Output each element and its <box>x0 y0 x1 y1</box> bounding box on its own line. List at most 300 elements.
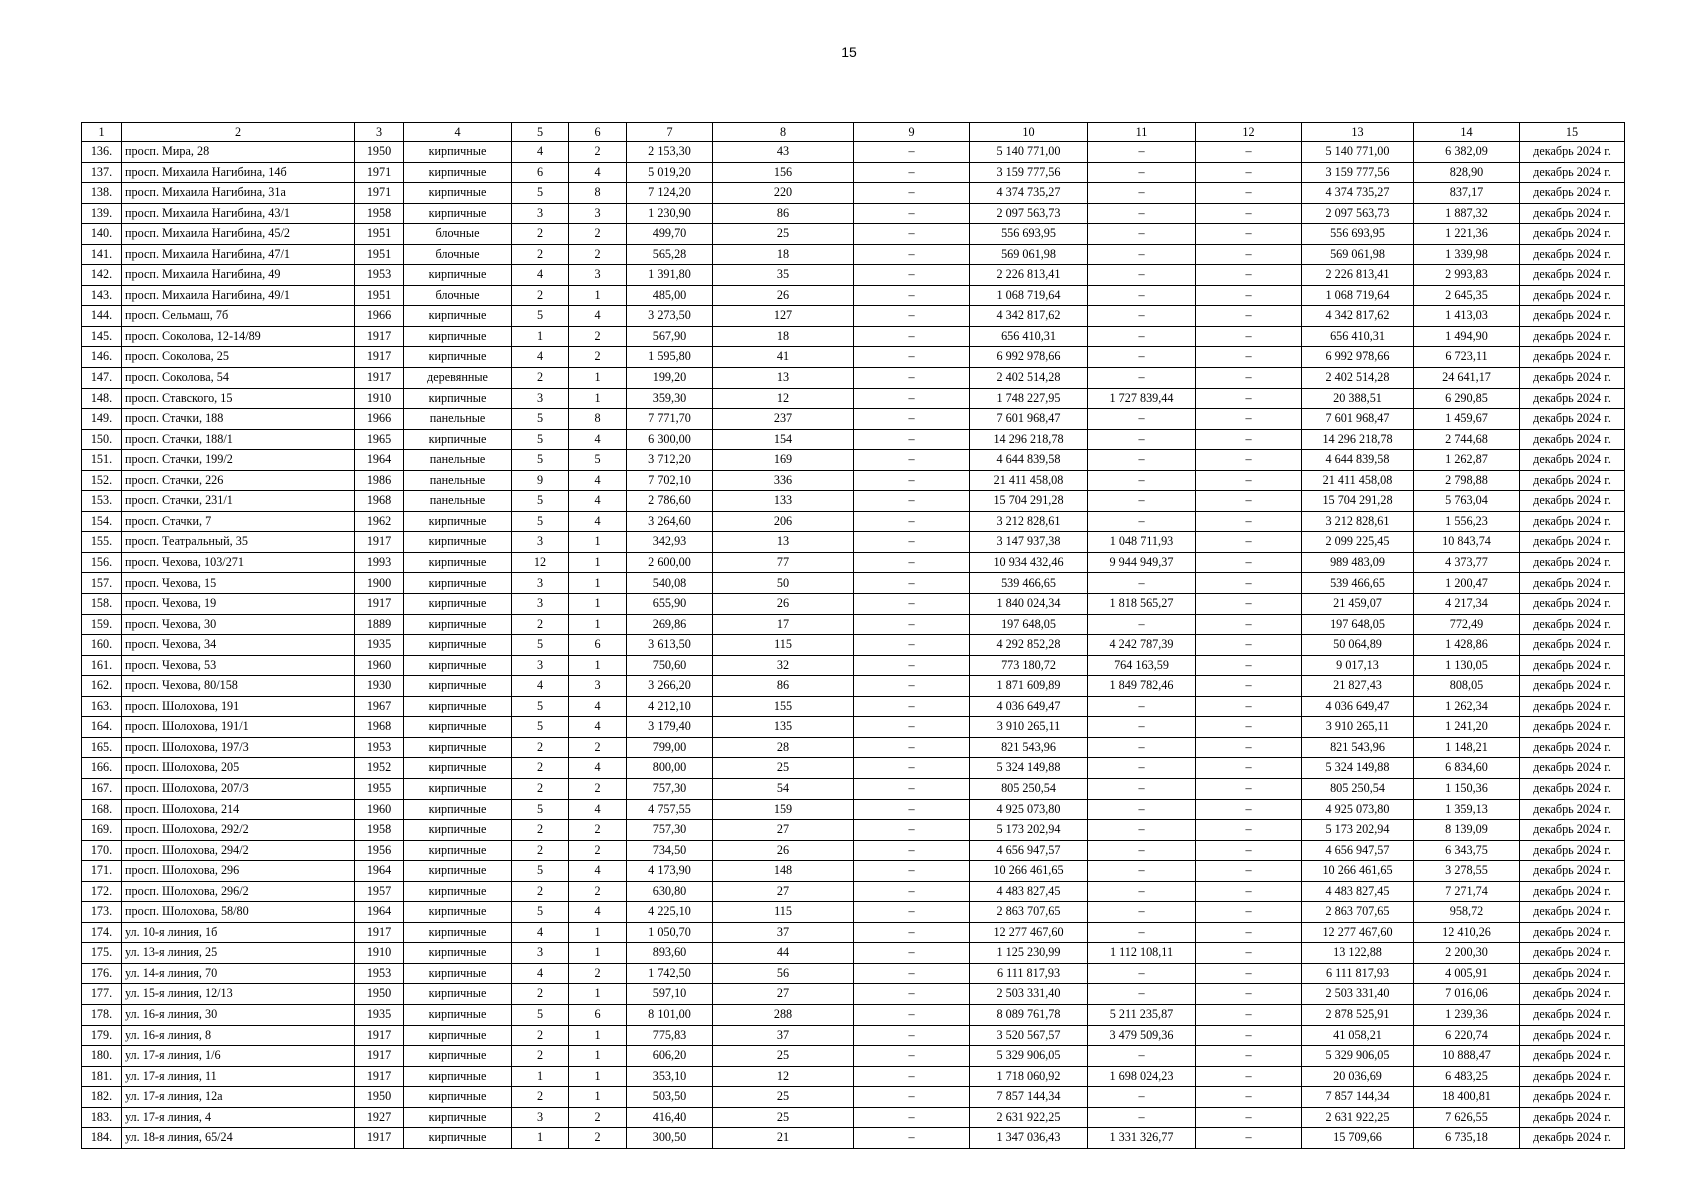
cell-col-floors: 2 <box>512 1087 569 1108</box>
cell-col-number: 142. <box>82 265 122 286</box>
cell-col-entrances: 1 <box>569 552 627 573</box>
cell-col-floors: 3 <box>512 203 569 224</box>
cell-col-material: кирпичные <box>404 820 512 841</box>
cell-col-residents: 127 <box>713 306 854 327</box>
cell-col-floors: 12 <box>512 552 569 573</box>
cell-col-col9: – <box>854 285 970 306</box>
cell-col-deadline: декабрь 2024 г. <box>1520 778 1625 799</box>
cell-col-number: 151. <box>82 450 122 471</box>
cell-col-col9: – <box>854 244 970 265</box>
cell-col-total-cost: 10 266 461,65 <box>970 861 1088 882</box>
table-row <box>82 491 1625 512</box>
cell-col-number: 157. <box>82 573 122 594</box>
cell-col-number: 144. <box>82 306 122 327</box>
cell-col-address: просп. Стачки, 226 <box>122 470 355 491</box>
cell-col-material: кирпичные <box>404 326 512 347</box>
cell-col-col13: 5 140 771,00 <box>1302 142 1414 163</box>
header-col-year: 3 <box>355 123 404 142</box>
cell-col-deadline: декабрь 2024 г. <box>1520 1025 1625 1046</box>
table-row <box>82 594 1625 615</box>
cell-col-deadline: декабрь 2024 г. <box>1520 614 1625 635</box>
cell-col-address: ул. 17-я линия, 12а <box>122 1087 355 1108</box>
cell-col-col11: – <box>1088 326 1196 347</box>
cell-col-floors: 3 <box>512 532 569 553</box>
cell-col-entrances: 1 <box>569 285 627 306</box>
cell-col-entrances: 2 <box>569 142 627 163</box>
cell-col-floors: 5 <box>512 409 569 430</box>
cell-col-floors: 9 <box>512 470 569 491</box>
cell-col-total-cost: 1 840 024,34 <box>970 594 1088 615</box>
cell-col-material: кирпичные <box>404 388 512 409</box>
cell-col-deadline: декабрь 2024 г. <box>1520 244 1625 265</box>
header-col-col11: 11 <box>1088 123 1196 142</box>
cell-col-col11: – <box>1088 696 1196 717</box>
cell-col-address: просп. Театральный, 35 <box>122 532 355 553</box>
cell-col-total-cost: 2 402 514,28 <box>970 368 1088 389</box>
cell-col-area: 565,28 <box>627 244 713 265</box>
cell-col-material: кирпичные <box>404 676 512 697</box>
cell-col-area: 4 225,10 <box>627 902 713 923</box>
cell-col-total-cost: 2 863 707,65 <box>970 902 1088 923</box>
cell-col-col11: – <box>1088 922 1196 943</box>
cell-col-col13: 4 483 827,45 <box>1302 881 1414 902</box>
cell-col-col14: 828,90 <box>1414 162 1520 183</box>
cell-col-address: просп. Мира, 28 <box>122 142 355 163</box>
cell-col-address: просп. Михаила Нагибина, 47/1 <box>122 244 355 265</box>
table-row <box>82 450 1625 471</box>
cell-col-entrances: 6 <box>569 635 627 656</box>
cell-col-floors: 2 <box>512 984 569 1005</box>
cell-col-col12: – <box>1196 511 1302 532</box>
cell-col-col13: 4 925 073,80 <box>1302 799 1414 820</box>
cell-col-entrances: 8 <box>569 409 627 430</box>
cell-col-col11: 1 818 565,27 <box>1088 594 1196 615</box>
cell-col-col11: – <box>1088 470 1196 491</box>
cell-col-material: кирпичные <box>404 737 512 758</box>
cell-col-col9: – <box>854 368 970 389</box>
cell-col-address: просп. Михаила Нагибина, 49/1 <box>122 285 355 306</box>
cell-col-col11: – <box>1088 285 1196 306</box>
cell-col-total-cost: 4 656 947,57 <box>970 840 1088 861</box>
cell-col-col13: 7 601 968,47 <box>1302 409 1414 430</box>
cell-col-floors: 5 <box>512 450 569 471</box>
cell-col-col12: – <box>1196 737 1302 758</box>
cell-col-year: 1965 <box>355 429 404 450</box>
cell-col-address: просп. Чехова, 30 <box>122 614 355 635</box>
cell-col-material: деревянные <box>404 368 512 389</box>
cell-col-floors: 2 <box>512 820 569 841</box>
cell-col-year: 1967 <box>355 696 404 717</box>
cell-col-col13: 3 159 777,56 <box>1302 162 1414 183</box>
cell-col-area: 630,80 <box>627 881 713 902</box>
cell-col-col14: 2 798,88 <box>1414 470 1520 491</box>
cell-col-col13: 9 017,13 <box>1302 655 1414 676</box>
cell-col-area: 2 153,30 <box>627 142 713 163</box>
cell-col-deadline: декабрь 2024 г. <box>1520 963 1625 984</box>
cell-col-year: 1971 <box>355 183 404 204</box>
cell-col-col14: 1 262,87 <box>1414 450 1520 471</box>
cell-col-deadline: декабрь 2024 г. <box>1520 1087 1625 1108</box>
cell-col-deadline: декабрь 2024 г. <box>1520 758 1625 779</box>
cell-col-col13: 2 631 922,25 <box>1302 1107 1414 1128</box>
cell-col-col13: 15 709,66 <box>1302 1128 1414 1149</box>
cell-col-address: ул. 17-я линия, 11 <box>122 1066 355 1087</box>
header-col-col9: 9 <box>854 123 970 142</box>
cell-col-entrances: 1 <box>569 388 627 409</box>
cell-col-col11: 4 242 787,39 <box>1088 635 1196 656</box>
cell-col-area: 567,90 <box>627 326 713 347</box>
cell-col-residents: 27 <box>713 881 854 902</box>
cell-col-col12: – <box>1196 183 1302 204</box>
cell-col-material: панельные <box>404 470 512 491</box>
cell-col-area: 799,00 <box>627 737 713 758</box>
cell-col-year: 1951 <box>355 224 404 245</box>
cell-col-col13: 41 058,21 <box>1302 1025 1414 1046</box>
cell-col-entrances: 2 <box>569 820 627 841</box>
cell-col-entrances: 1 <box>569 1087 627 1108</box>
cell-col-col13: 4 036 649,47 <box>1302 696 1414 717</box>
cell-col-area: 734,50 <box>627 840 713 861</box>
cell-col-material: кирпичные <box>404 1046 512 1067</box>
cell-col-address: просп. Чехова, 19 <box>122 594 355 615</box>
cell-col-material: кирпичные <box>404 614 512 635</box>
cell-col-col9: – <box>854 573 970 594</box>
cell-col-col13: 539 466,65 <box>1302 573 1414 594</box>
cell-col-material: кирпичные <box>404 1004 512 1025</box>
cell-col-entrances: 1 <box>569 368 627 389</box>
cell-col-total-cost: 3 520 567,57 <box>970 1025 1088 1046</box>
cell-col-floors: 2 <box>512 1046 569 1067</box>
cell-col-col13: 805 250,54 <box>1302 778 1414 799</box>
cell-col-year: 1910 <box>355 388 404 409</box>
cell-col-col12: – <box>1196 388 1302 409</box>
cell-col-total-cost: 1 068 719,64 <box>970 285 1088 306</box>
cell-col-col12: – <box>1196 902 1302 923</box>
cell-col-total-cost: 805 250,54 <box>970 778 1088 799</box>
table-row <box>82 799 1625 820</box>
cell-col-number: 145. <box>82 326 122 347</box>
cell-col-col11: – <box>1088 244 1196 265</box>
cell-col-col12: – <box>1196 758 1302 779</box>
cell-col-floors: 2 <box>512 368 569 389</box>
cell-col-area: 3 712,20 <box>627 450 713 471</box>
cell-col-material: кирпичные <box>404 265 512 286</box>
cell-col-col14: 772,49 <box>1414 614 1520 635</box>
cell-col-year: 1917 <box>355 1128 404 1149</box>
cell-col-residents: 159 <box>713 799 854 820</box>
cell-col-deadline: декабрь 2024 г. <box>1520 696 1625 717</box>
cell-col-col9: – <box>854 1004 970 1025</box>
cell-col-col13: 14 296 218,78 <box>1302 429 1414 450</box>
cell-col-floors: 2 <box>512 224 569 245</box>
cell-col-col11: 3 479 509,36 <box>1088 1025 1196 1046</box>
cell-col-number: 184. <box>82 1128 122 1149</box>
cell-col-year: 1952 <box>355 758 404 779</box>
cell-col-entrances: 2 <box>569 1107 627 1128</box>
cell-col-col13: 2 503 331,40 <box>1302 984 1414 1005</box>
table-row <box>82 737 1625 758</box>
cell-col-col9: – <box>854 717 970 738</box>
cell-col-year: 1964 <box>355 902 404 923</box>
cell-col-col12: – <box>1196 552 1302 573</box>
cell-col-address: просп. Шолохова, 292/2 <box>122 820 355 841</box>
cell-col-col13: 4 644 839,58 <box>1302 450 1414 471</box>
cell-col-area: 2 786,60 <box>627 491 713 512</box>
cell-col-entrances: 2 <box>569 840 627 861</box>
cell-col-number: 176. <box>82 963 122 984</box>
cell-col-number: 150. <box>82 429 122 450</box>
cell-col-floors: 5 <box>512 511 569 532</box>
cell-col-residents: 18 <box>713 326 854 347</box>
cell-col-col12: – <box>1196 1087 1302 1108</box>
cell-col-col12: – <box>1196 326 1302 347</box>
table-row <box>82 1128 1625 1149</box>
cell-col-residents: 37 <box>713 922 854 943</box>
cell-col-col13: 21 411 458,08 <box>1302 470 1414 491</box>
cell-col-col14: 4 373,77 <box>1414 552 1520 573</box>
cell-col-col9: – <box>854 470 970 491</box>
cell-col-number: 154. <box>82 511 122 532</box>
cell-col-deadline: декабрь 2024 г. <box>1520 388 1625 409</box>
cell-col-total-cost: 197 648,05 <box>970 614 1088 635</box>
cell-col-col9: – <box>854 450 970 471</box>
cell-col-material: кирпичные <box>404 799 512 820</box>
cell-col-number: 173. <box>82 902 122 923</box>
cell-col-col11: – <box>1088 347 1196 368</box>
cell-col-col11: – <box>1088 306 1196 327</box>
table-row <box>82 573 1625 594</box>
table-row <box>82 244 1625 265</box>
cell-col-residents: 28 <box>713 737 854 758</box>
cell-col-total-cost: 3 159 777,56 <box>970 162 1088 183</box>
cell-col-address: просп. Шолохова, 191/1 <box>122 717 355 738</box>
cell-col-address: ул. 17-я линия, 1/6 <box>122 1046 355 1067</box>
cell-col-col12: – <box>1196 861 1302 882</box>
cell-col-deadline: декабрь 2024 г. <box>1520 1004 1625 1025</box>
cell-col-col14: 6 735,18 <box>1414 1128 1520 1149</box>
cell-col-col13: 4 342 817,62 <box>1302 306 1414 327</box>
cell-col-number: 168. <box>82 799 122 820</box>
cell-col-total-cost: 539 466,65 <box>970 573 1088 594</box>
cell-col-col13: 6 111 817,93 <box>1302 963 1414 984</box>
cell-col-col11: – <box>1088 162 1196 183</box>
cell-col-floors: 3 <box>512 573 569 594</box>
cell-col-residents: 21 <box>713 1128 854 1149</box>
cell-col-number: 178. <box>82 1004 122 1025</box>
cell-col-col11: – <box>1088 737 1196 758</box>
cell-col-col13: 2 863 707,65 <box>1302 902 1414 923</box>
cell-col-address: ул. 13-я линия, 25 <box>122 943 355 964</box>
cell-col-address: просп. Чехова, 103/271 <box>122 552 355 573</box>
cell-col-year: 1917 <box>355 922 404 943</box>
cell-col-col9: – <box>854 162 970 183</box>
cell-col-number: 139. <box>82 203 122 224</box>
cell-col-year: 1917 <box>355 532 404 553</box>
cell-col-material: панельные <box>404 491 512 512</box>
cell-col-area: 1 391,80 <box>627 265 713 286</box>
cell-col-residents: 43 <box>713 142 854 163</box>
cell-col-number: 160. <box>82 635 122 656</box>
cell-col-material: кирпичные <box>404 347 512 368</box>
cell-col-material: кирпичные <box>404 429 512 450</box>
cell-col-residents: 13 <box>713 368 854 389</box>
cell-col-col11: – <box>1088 1087 1196 1108</box>
cell-col-year: 1953 <box>355 737 404 758</box>
cell-col-col13: 5 329 906,05 <box>1302 1046 1414 1067</box>
cell-col-deadline: декабрь 2024 г. <box>1520 265 1625 286</box>
cell-col-address: ул. 16-я линия, 8 <box>122 1025 355 1046</box>
cell-col-deadline: декабрь 2024 г. <box>1520 943 1625 964</box>
cell-col-floors: 5 <box>512 717 569 738</box>
cell-col-col11: 1 331 326,77 <box>1088 1128 1196 1149</box>
cell-col-residents: 148 <box>713 861 854 882</box>
table-row <box>82 429 1625 450</box>
cell-col-col13: 20 388,51 <box>1302 388 1414 409</box>
cell-col-floors: 3 <box>512 1107 569 1128</box>
cell-col-year: 1968 <box>355 491 404 512</box>
cell-col-col11: – <box>1088 614 1196 635</box>
cell-col-material: кирпичные <box>404 635 512 656</box>
cell-col-total-cost: 6 111 817,93 <box>970 963 1088 984</box>
cell-col-material: кирпичные <box>404 1066 512 1087</box>
cell-col-entrances: 2 <box>569 347 627 368</box>
cell-col-residents: 25 <box>713 224 854 245</box>
cell-col-floors: 4 <box>512 347 569 368</box>
cell-col-address: просп. Чехова, 80/158 <box>122 676 355 697</box>
cell-col-col13: 12 277 467,60 <box>1302 922 1414 943</box>
cell-col-year: 1910 <box>355 943 404 964</box>
cell-col-residents: 44 <box>713 943 854 964</box>
cell-col-col14: 7 271,74 <box>1414 881 1520 902</box>
cell-col-col13: 3 910 265,11 <box>1302 717 1414 738</box>
cell-col-col11: – <box>1088 717 1196 738</box>
cell-col-residents: 26 <box>713 594 854 615</box>
cell-col-residents: 237 <box>713 409 854 430</box>
table-header-row <box>82 123 1625 142</box>
cell-col-floors: 2 <box>512 840 569 861</box>
cell-col-col13: 5 173 202,94 <box>1302 820 1414 841</box>
cell-col-year: 1964 <box>355 450 404 471</box>
cell-col-deadline: декабрь 2024 г. <box>1520 409 1625 430</box>
cell-col-material: кирпичные <box>404 984 512 1005</box>
housing-table <box>81 122 1625 1149</box>
table-row <box>82 326 1625 347</box>
cell-col-entrances: 3 <box>569 203 627 224</box>
cell-col-total-cost: 656 410,31 <box>970 326 1088 347</box>
cell-col-total-cost: 1 347 036,43 <box>970 1128 1088 1149</box>
cell-col-number: 156. <box>82 552 122 573</box>
cell-col-floors: 5 <box>512 799 569 820</box>
cell-col-col14: 1 556,23 <box>1414 511 1520 532</box>
cell-col-entrances: 4 <box>569 162 627 183</box>
cell-col-year: 1960 <box>355 799 404 820</box>
cell-col-number: 159. <box>82 614 122 635</box>
cell-col-col9: – <box>854 491 970 512</box>
cell-col-deadline: декабрь 2024 г. <box>1520 1128 1625 1149</box>
cell-col-col12: – <box>1196 1128 1302 1149</box>
cell-col-col14: 2 200,30 <box>1414 943 1520 964</box>
cell-col-residents: 169 <box>713 450 854 471</box>
cell-col-year: 1951 <box>355 244 404 265</box>
cell-col-number: 180. <box>82 1046 122 1067</box>
cell-col-col12: – <box>1196 224 1302 245</box>
cell-col-entrances: 2 <box>569 963 627 984</box>
cell-col-col13: 5 324 149,88 <box>1302 758 1414 779</box>
cell-col-number: 170. <box>82 840 122 861</box>
cell-col-total-cost: 4 925 073,80 <box>970 799 1088 820</box>
table-row <box>82 368 1625 389</box>
cell-col-col9: – <box>854 737 970 758</box>
cell-col-entrances: 1 <box>569 532 627 553</box>
cell-col-col11: – <box>1088 265 1196 286</box>
cell-col-deadline: декабрь 2024 г. <box>1520 881 1625 902</box>
header-col-col13: 13 <box>1302 123 1414 142</box>
cell-col-total-cost: 2 226 813,41 <box>970 265 1088 286</box>
cell-col-floors: 5 <box>512 183 569 204</box>
cell-col-entrances: 2 <box>569 737 627 758</box>
cell-col-total-cost: 4 036 649,47 <box>970 696 1088 717</box>
cell-col-material: кирпичные <box>404 655 512 676</box>
cell-col-material: кирпичные <box>404 573 512 594</box>
cell-col-col9: – <box>854 409 970 430</box>
cell-col-year: 1917 <box>355 594 404 615</box>
cell-col-col12: – <box>1196 162 1302 183</box>
cell-col-col12: – <box>1196 491 1302 512</box>
cell-col-area: 359,30 <box>627 388 713 409</box>
cell-col-residents: 17 <box>713 614 854 635</box>
cell-col-material: кирпичные <box>404 861 512 882</box>
cell-col-col9: – <box>854 265 970 286</box>
cell-col-residents: 56 <box>713 963 854 984</box>
table-row <box>82 922 1625 943</box>
cell-col-floors: 2 <box>512 737 569 758</box>
cell-col-number: 167. <box>82 778 122 799</box>
cell-col-material: кирпичные <box>404 1087 512 1108</box>
cell-col-deadline: декабрь 2024 г. <box>1520 655 1625 676</box>
cell-col-col11: – <box>1088 450 1196 471</box>
cell-col-material: кирпичные <box>404 142 512 163</box>
cell-col-area: 3 179,40 <box>627 717 713 738</box>
header-col-area: 7 <box>627 123 713 142</box>
cell-col-col12: – <box>1196 655 1302 676</box>
cell-col-col14: 1 359,13 <box>1414 799 1520 820</box>
cell-col-col13: 50 064,89 <box>1302 635 1414 656</box>
cell-col-number: 138. <box>82 183 122 204</box>
cell-col-col11: 1 048 711,93 <box>1088 532 1196 553</box>
cell-col-area: 757,30 <box>627 820 713 841</box>
cell-col-col12: – <box>1196 409 1302 430</box>
cell-col-entrances: 4 <box>569 491 627 512</box>
cell-col-area: 3 266,20 <box>627 676 713 697</box>
cell-col-number: 165. <box>82 737 122 758</box>
cell-col-entrances: 1 <box>569 984 627 1005</box>
cell-col-material: кирпичные <box>404 532 512 553</box>
cell-col-year: 1986 <box>355 470 404 491</box>
cell-col-material: кирпичные <box>404 162 512 183</box>
cell-col-entrances: 1 <box>569 655 627 676</box>
cell-col-material: кирпичные <box>404 963 512 984</box>
cell-col-col12: – <box>1196 429 1302 450</box>
cell-col-address: ул. 17-я линия, 4 <box>122 1107 355 1128</box>
cell-col-col14: 1 339,98 <box>1414 244 1520 265</box>
cell-col-total-cost: 5 324 149,88 <box>970 758 1088 779</box>
cell-col-col12: – <box>1196 244 1302 265</box>
cell-col-area: 353,10 <box>627 1066 713 1087</box>
cell-col-floors: 1 <box>512 326 569 347</box>
cell-col-floors: 2 <box>512 614 569 635</box>
table-row <box>82 203 1625 224</box>
cell-col-col11: – <box>1088 778 1196 799</box>
